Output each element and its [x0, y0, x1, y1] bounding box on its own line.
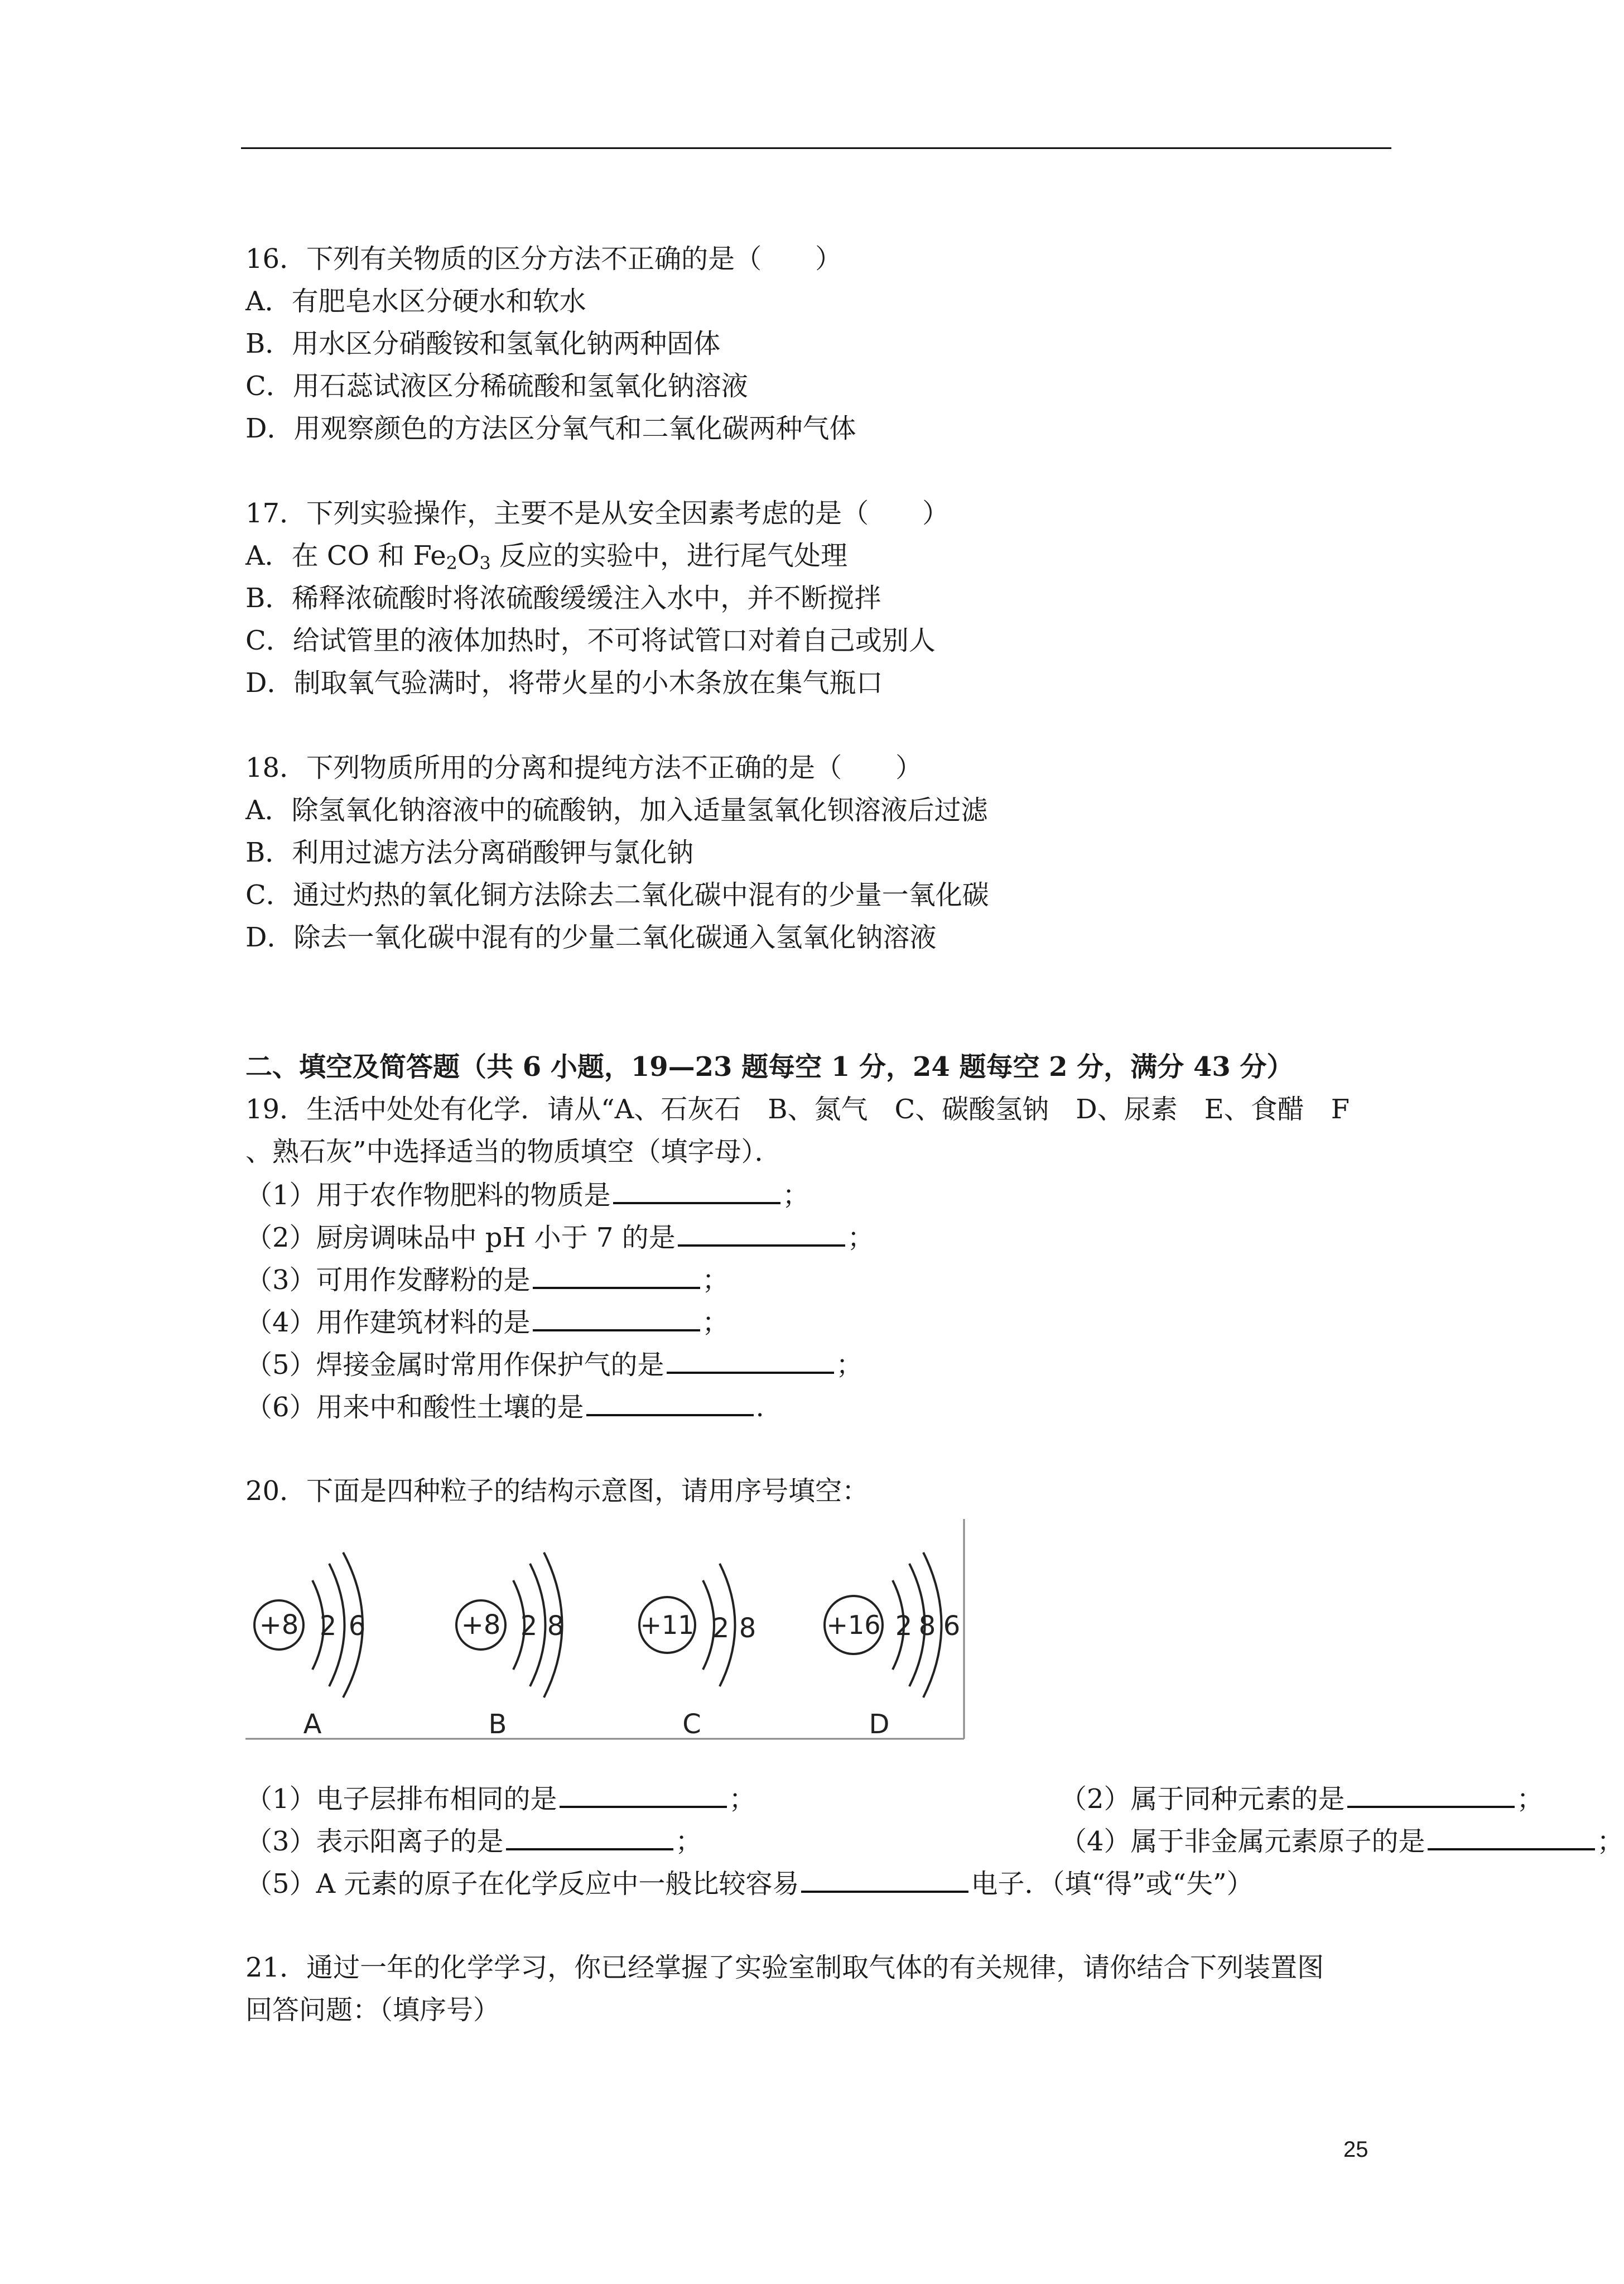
particle-a-shell-1: 2 — [319, 1610, 337, 1642]
q19-item-4: （4）用作建筑材料的是 ； — [245, 1305, 729, 1339]
q18-option-c: C．通过灼热的氧化铜方法除去二氧化碳中混有的少量一氧化碳 — [245, 879, 989, 911]
q17-option-d: D．制取氧气验满时，将带火星的小木条放在集气瓶口 — [245, 667, 883, 699]
q18-stem: 18．下列物质所用的分离和提纯方法不正确的是（ ） — [245, 752, 923, 783]
answer-blank[interactable] — [506, 1824, 673, 1850]
particle-b-shell-1: 2 — [520, 1610, 538, 1642]
atomic-structure-diagram — [245, 1519, 965, 1740]
q18-option-b: B．利用过滤方法分离硝酸钾与氯化钠 — [245, 837, 694, 868]
q20-row-3: （5）A 元素的原子在化学反应中一般比较容易 电子．（填“得”或“失”） — [245, 1866, 1254, 1901]
q19-item-6: （6）用来中和酸性土壤的是 . — [245, 1389, 764, 1424]
particle-c-shell-2: 8 — [739, 1613, 756, 1644]
particle-d-shell-3: 6 — [943, 1610, 961, 1642]
answer-blank[interactable] — [667, 1347, 834, 1374]
q20-row-1: （1）电子层排布相同的是 ； （2）属于同种元素的是 ； — [245, 1781, 1395, 1816]
particle-a — [254, 1552, 365, 1740]
q19-stem-line1: 19．生活中处处有化学．请从“A、石灰石 B、氮气 C、碳酸氢钠 D、尿素 E、食醋 F — [245, 1094, 1350, 1125]
answer-blank[interactable] — [586, 1389, 754, 1416]
q19-item-2: （2）厨房调味品中 pH 小于 7 的是 ； — [245, 1220, 874, 1254]
particle-c — [639, 1564, 756, 1740]
q20-stem: 20．下面是四种粒子的结构示意图，请用序号填空： — [245, 1475, 869, 1507]
q18-option-d: D．除去一氧化碳中混有的少量二氧化碳通入氢氧化钠溶液 — [245, 922, 937, 953]
particle-c-nucleus: +11 — [640, 1610, 695, 1640]
particle-b-nucleus: +8 — [461, 1609, 501, 1641]
header-rule — [241, 147, 1391, 149]
q19-item-3: （3）可用作发酵粉的是 ； — [245, 1262, 729, 1297]
q19-item-5: （5）焊接金属时常用作保护气的是 ； — [245, 1347, 863, 1382]
q21-line1: 21．通过一年的化学学习，你已经掌握了实验室制取气体的有关规律，请你结合下列装置图 — [245, 1952, 1324, 1983]
q16-option-a: A．有肥皂水区分硬水和软水 — [245, 286, 586, 317]
particle-a-nucleus: +8 — [259, 1609, 299, 1641]
answer-blank[interactable] — [1347, 1781, 1515, 1808]
particle-b — [456, 1552, 564, 1740]
page-number: 25 — [1343, 2137, 1368, 2162]
q16-option-c: C．用石蕊试液区分稀硫酸和氢氧化钠溶液 — [245, 371, 748, 402]
particle-d-shell-2: 8 — [918, 1610, 936, 1642]
answer-blank[interactable] — [1428, 1824, 1595, 1850]
q17-option-c: C．给试管里的液体加热时，不可将试管口对着自己或别人 — [245, 625, 936, 656]
particle-c-label: C — [682, 1709, 701, 1740]
q17-stem: 17．下列实验操作，主要不是从安全因素考虑的是（ ） — [245, 498, 950, 529]
q16-option-d: D．用观察颜色的方法区分氧气和二氧化碳两种气体 — [245, 413, 856, 444]
particle-d-nucleus: +16 — [826, 1610, 881, 1640]
particle-d-label: D — [869, 1709, 890, 1740]
q20-row-2: （3）表示阳离子的是 ； （4）属于非金属元素原子的是 ； — [245, 1824, 1395, 1858]
answer-blank[interactable] — [533, 1262, 700, 1289]
q17-option-b: B．稀释浓硫酸时将浓硫酸缓缓注入水中，并不断搅拌 — [245, 583, 881, 614]
q17-option-a: A．在 CO 和 $Fe_2O_3$ 反应的实验中，进行尾气处理 — [245, 540, 847, 574]
answer-blank[interactable] — [533, 1305, 700, 1331]
q19-item-1: （1）用于农作物肥料的物质是 ； — [245, 1177, 809, 1212]
particle-d — [825, 1552, 960, 1740]
answer-blank[interactable] — [678, 1220, 845, 1247]
particle-d-shell-1: 2 — [895, 1610, 913, 1642]
q16-stem: 16．下列有关物质的区分方法不正确的是（ ） — [245, 243, 842, 275]
answer-blank[interactable] — [613, 1177, 780, 1204]
q19-stem-line2: 、熟石灰”中选择适当的物质填空（填字母）． — [245, 1136, 782, 1167]
particle-a-shell-2: 6 — [348, 1610, 366, 1642]
q21-line2: 回答问题：（填序号） — [245, 1994, 500, 2026]
particle-a-label: A — [303, 1709, 322, 1740]
particle-b-shell-2: 8 — [547, 1610, 565, 1642]
answer-blank[interactable] — [801, 1866, 968, 1893]
particle-c-shell-1: 2 — [712, 1613, 730, 1644]
particle-b-label: B — [488, 1709, 507, 1740]
section-2-heading: 二、填空及简答题（共 6 小题，19—23 题每空 1 分，24 题每空 2 分，满分 43 分） — [245, 1051, 1294, 1083]
answer-blank[interactable] — [560, 1781, 727, 1808]
q18-option-a: A．除氢氧化钠溶液中的硫酸钠，加入适量氢氧化钡溶液后过滤 — [245, 795, 988, 826]
q16-option-b: B．用水区分硝酸铵和氢氧化钠两种固体 — [245, 328, 721, 359]
